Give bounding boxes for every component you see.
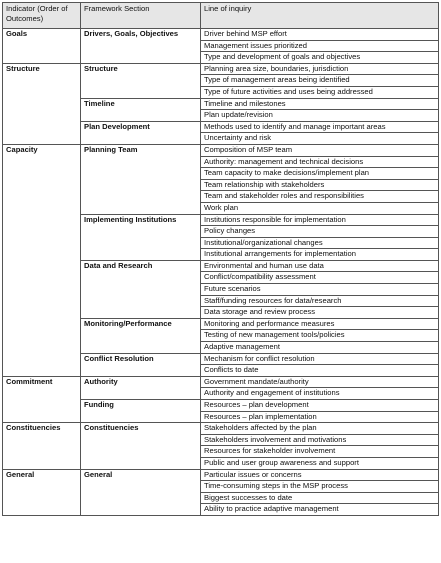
inquiry-cell: Public and user group awareness and support (201, 457, 439, 469)
inquiry-cell: Institutional arrangements for implementation (201, 249, 439, 261)
section-implementing-institutions: Implementing Institutions (81, 214, 201, 260)
inquiry-cell: Ability to practice adaptive management (201, 504, 439, 516)
section-funding: Funding (81, 400, 201, 423)
section-planning-team: Planning Team (81, 144, 201, 214)
inquiry-cell: Resources – plan implementation (201, 411, 439, 423)
inquiry-cell: Work plan (201, 202, 439, 214)
header-framework-section: Framework Section (81, 3, 201, 29)
section-data-research: Data and Research (81, 260, 201, 318)
inquiry-cell: Stakeholders affected by the plan (201, 423, 439, 435)
section-timeline: Timeline (81, 98, 201, 121)
header-row (3, 3, 439, 29)
table-row (3, 63, 439, 75)
header-indicator: Indicator (Order of Outcomes) (3, 3, 81, 29)
indicator-structure: Structure (3, 63, 81, 144)
inquiry-cell: Monitoring and performance measures (201, 318, 439, 330)
inquiry-cell: Stakeholders involvement and motivations (201, 434, 439, 446)
inquiry-cell: Type of management areas being identified (201, 75, 439, 87)
section-drivers: Drivers, Goals, Objectives (81, 29, 201, 64)
inquiry-cell: Environmental and human use data (201, 260, 439, 272)
inquiry-cell: Conflicts to date (201, 365, 439, 377)
inquiry-cell: Biggest successes to date (201, 492, 439, 504)
inquiry-cell: Composition of MSP team (201, 144, 439, 156)
inquiry-framework-table (2, 2, 439, 516)
inquiry-cell: Mechanism for conflict resolution (201, 353, 439, 365)
section-monitoring-performance: Monitoring/Performance (81, 318, 201, 353)
inquiry-cell: Type and development of goals and objectives (201, 52, 439, 64)
inquiry-cell: Government mandate/authority (201, 376, 439, 388)
inquiry-cell: Driver behind MSP effort (201, 29, 439, 41)
inquiry-cell: Timeline and milestones (201, 98, 439, 110)
inquiry-cell: Resources – plan development (201, 400, 439, 412)
section-authority: Authority (81, 376, 201, 399)
inquiry-cell: Future scenarios (201, 284, 439, 296)
inquiry-cell: Testing of new management tools/policies (201, 330, 439, 342)
inquiry-cell: Time-consuming steps in the MSP process (201, 481, 439, 493)
table-row (3, 29, 439, 41)
inquiry-cell: Policy changes (201, 226, 439, 238)
section-constituencies: Constituencies (81, 423, 201, 469)
indicator-capacity: Capacity (3, 144, 81, 376)
inquiry-cell: Institutions responsible for implementation (201, 214, 439, 226)
indicator-commitment: Commitment (3, 376, 81, 422)
section-structure: Structure (81, 63, 201, 98)
table-row (3, 469, 439, 481)
inquiry-cell: Resources for stakeholder involvement (201, 446, 439, 458)
inquiry-cell: Team capacity to make decisions/implement plan (201, 168, 439, 180)
inquiry-cell: Team relationship with stakeholders (201, 179, 439, 191)
section-general: General (81, 469, 201, 516)
table-row (3, 423, 439, 435)
inquiry-cell: Particular issues or concerns (201, 469, 439, 481)
header-line-of-inquiry: Line of inquiry (201, 3, 439, 29)
section-plan-development: Plan Development (81, 121, 201, 144)
inquiry-cell: Uncertainty and risk (201, 133, 439, 145)
inquiry-cell: Type of future activities and uses being addressed (201, 86, 439, 98)
table-row (3, 376, 439, 388)
section-conflict-resolution: Conflict Resolution (81, 353, 201, 376)
inquiry-cell: Adaptive management (201, 342, 439, 354)
inquiry-cell: Data storage and review process (201, 307, 439, 319)
inquiry-cell: Team and stakeholder roles and responsibilities (201, 191, 439, 203)
inquiry-cell: Authority and engagement of institutions (201, 388, 439, 400)
indicator-general: General (3, 469, 81, 516)
inquiry-cell: Methods used to identify and manage important areas (201, 121, 439, 133)
inquiry-cell: Conflict/compatibility assessment (201, 272, 439, 284)
inquiry-cell: Staff/funding resources for data/research (201, 295, 439, 307)
inquiry-cell: Planning area size, boundaries, jurisdiction (201, 63, 439, 75)
indicator-goals: Goals (3, 29, 81, 64)
inquiry-cell: Institutional/organizational changes (201, 237, 439, 249)
inquiry-cell: Authority: management and technical decisions (201, 156, 439, 168)
inquiry-cell: Management issues prioritized (201, 40, 439, 52)
inquiry-cell: Plan update/revision (201, 110, 439, 122)
table-row (3, 144, 439, 156)
indicator-constituencies: Constituencies (3, 423, 81, 469)
